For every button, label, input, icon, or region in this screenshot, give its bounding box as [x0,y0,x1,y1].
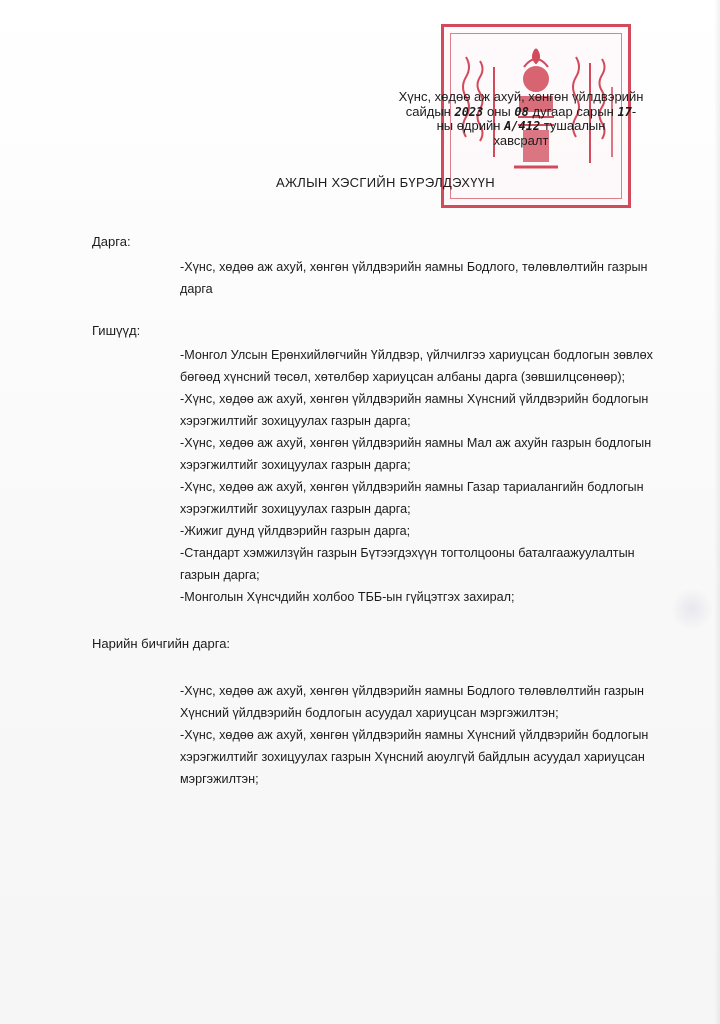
secretary-label: Нарийн бичгийн дарга: [92,636,231,651]
member-line: -Монголын Хүнсчдийн холбоо ТББ-ын гүйцэтгэх захирал; [180,590,515,604]
member-line: хэрэгжилтийг зохицуулах газрын дарга; [180,502,411,516]
member-line: -Хүнс, хөдөө аж ахуй, хөнгөн үйлдвэрийн яамны Хүнсний үйлдвэрийн бодлогын [180,392,649,406]
member-line: хэрэгжилтийг зохицуулах газрын дарга; [180,458,411,472]
member-line: -Монгол Улсын Ерөнхийлөгчийн Үйлдвэр, үйлчилгээ хариуцсан бодлогын зөвлөх [180,348,653,362]
appendix-header [360,90,682,148]
member-line: газрын дарга; [180,568,260,582]
document-title: АЖЛЫН ХЭСГИЙН БҮРЭЛДЭХҮҮН [276,175,495,190]
handwritten-month: 08 [514,104,529,119]
members-label: Гишүүд: [92,323,141,338]
secretary-block [180,680,660,790]
chairman-line: дарга [180,282,213,296]
handwritten-order-number: А/412 [504,119,541,133]
secretary-line: Хүнсний үйлдвэрийн бодлогын асуудал хариуцсан мэргэжилтэн; [180,706,559,720]
secretary-line: -Хүнс, хөдөө аж ахуй, хөнгөн үйлдвэрийн яамны Хүнсний үйлдвэрийн бодлогын [180,728,649,742]
handwritten-day: 17 [617,104,632,119]
member-line: бөгөөд хүнсний төсөл, хөтөлбөр хариуцсан албаны дарга (зөвшилцсөнөөр); [180,370,626,384]
member-line: -Хүнс, хөдөө аж ахуй, хөнгөн үйлдвэрийн яамны Мал аж ахуйн газрын бодлогын [180,436,652,450]
chairman-label: Дарга: [92,234,131,249]
secretary-line: мэргэжилтэн; [180,772,259,786]
member-line: -Жижиг дунд үйлдвэрийн газрын дарга; [180,524,411,538]
secretary-line: -Хүнс, хөдөө аж ахуй, хөнгөн үйлдвэрийн яамны Бодлого төлөвлөлтийн газрын [180,684,644,698]
header-line-1: Хүнс, хөдөө аж ахуй, хөнгөн үйлдвэрийн [398,89,644,104]
secretary-line: хэрэгжилтийг зохицуулах газрын Хүнсний аюулгүй байдлын асуудал хариуцсан [180,750,645,764]
header-line-3: ны өдрийн А/412 тушаалын [436,118,606,133]
members-block [180,344,660,608]
member-line: хэрэгжилтийг зохицуулах газрын дарга; [180,414,411,428]
handwritten-year: 2023 [454,104,484,119]
header-line-4: хавсралт [493,132,549,148]
scan-edge-shadow [714,0,720,1024]
member-line: -Хүнс, хөдөө аж ахуй, хөнгөн үйлдвэрийн яамны Газар тариалангийн бодлогын [180,480,644,494]
chairman-block [180,256,660,300]
header-line-2: сайдын 2023 оны 08 дугаар сарын 17- [405,103,637,119]
chairman-line: -Хүнс, хөдөө аж ахуй, хөнгөн үйлдвэрийн яамны Бодлого, төлөвлөлтийн газрын [180,260,648,274]
scan-stain [672,586,712,632]
member-line: -Стандарт хэмжилзүйн газрын Бүтээгдэхүүн тогтолцооны баталгаажуулалтын [180,546,635,560]
